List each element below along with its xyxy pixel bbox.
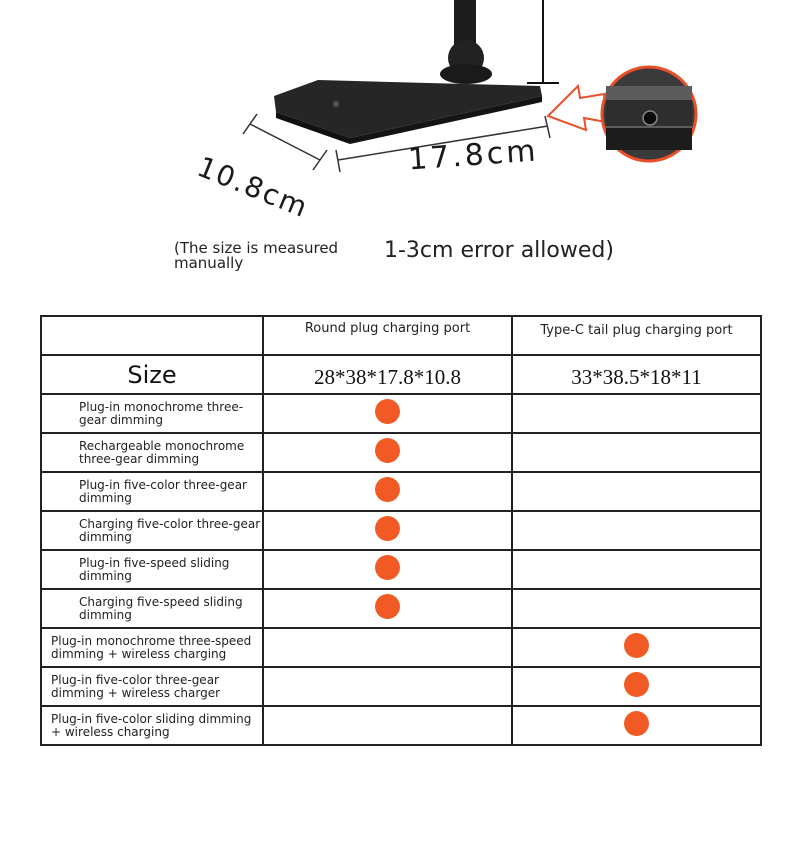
column-header-typec: Type-C tail plug charging port <box>512 316 761 355</box>
availability-dot-icon <box>375 477 400 502</box>
measurement-note: (The size is measured manually <box>174 239 339 272</box>
model-label: Charging five-speed sliding dimming <box>41 589 263 628</box>
availability-cell-round <box>263 628 512 667</box>
availability-cell-typec <box>512 589 761 628</box>
model-label: Plug-in five-color three-gear dimming + wireless charger <box>41 667 263 706</box>
table-row <box>41 472 761 511</box>
size-value-typec: 33*38.5*18*11 <box>512 355 761 394</box>
model-label: Charging five-color three-gear dimming <box>41 511 263 550</box>
availability-cell-round <box>263 433 512 472</box>
availability-cell-round <box>263 394 512 433</box>
availability-cell-round <box>263 550 512 589</box>
table-row <box>41 550 761 589</box>
lamp-base-illustration <box>0 0 790 220</box>
table-row <box>41 394 761 433</box>
model-label: Plug-in five-color three-gear dimming <box>41 472 263 511</box>
availability-cell-typec <box>512 550 761 589</box>
availability-cell-round <box>263 706 512 745</box>
size-value-round: 28*38*17.8*10.8 <box>263 355 512 394</box>
model-label: Plug-in monochrome three-gear dimming <box>41 394 263 433</box>
column-header-round-plug: Round plug charging port <box>263 316 512 355</box>
width-dimension-label: 10.8cm <box>192 150 314 225</box>
length-dimension-label: 17.8cm <box>406 133 540 178</box>
availability-dot-icon <box>375 516 400 541</box>
table-row <box>41 628 761 667</box>
availability-cell-round <box>263 667 512 706</box>
availability-cell-typec <box>512 511 761 550</box>
availability-dot-icon <box>624 633 649 658</box>
table-row <box>41 433 761 472</box>
availability-dot-icon <box>375 399 400 424</box>
availability-cell-typec <box>512 433 761 472</box>
availability-cell-round <box>263 511 512 550</box>
availability-cell-typec <box>512 472 761 511</box>
availability-dot-icon <box>624 672 649 697</box>
model-label: Plug-in five-color sliding dimming + wireless charging <box>41 706 263 745</box>
availability-dot-icon <box>624 711 649 736</box>
table-row <box>41 667 761 706</box>
model-label: Plug-in monochrome three-speed dimming + wireless charging <box>41 628 263 667</box>
size-label: Size <box>41 355 263 394</box>
header-empty-cell <box>41 316 263 355</box>
availability-cell-typec <box>512 667 761 706</box>
callout-arrow <box>548 86 606 130</box>
availability-cell-typec <box>512 706 761 745</box>
table-row <box>41 589 761 628</box>
availability-dot-icon <box>375 555 400 580</box>
availability-cell-round <box>263 472 512 511</box>
table-row <box>41 706 761 745</box>
product-figure <box>0 0 790 225</box>
spec-table <box>40 315 762 746</box>
availability-cell-typec <box>512 394 761 433</box>
model-label: Plug-in five-speed sliding dimming <box>41 550 263 589</box>
size-row <box>41 355 761 394</box>
model-label: Rechargeable monochrome three-gear dimming <box>41 433 263 472</box>
table-header-row <box>41 316 761 355</box>
availability-cell-typec <box>512 628 761 667</box>
availability-dot-icon <box>375 438 400 463</box>
error-tolerance-note: 1-3cm error allowed) <box>384 238 614 263</box>
availability-dot-icon <box>375 594 400 619</box>
table-row <box>41 511 761 550</box>
availability-cell-round <box>263 589 512 628</box>
